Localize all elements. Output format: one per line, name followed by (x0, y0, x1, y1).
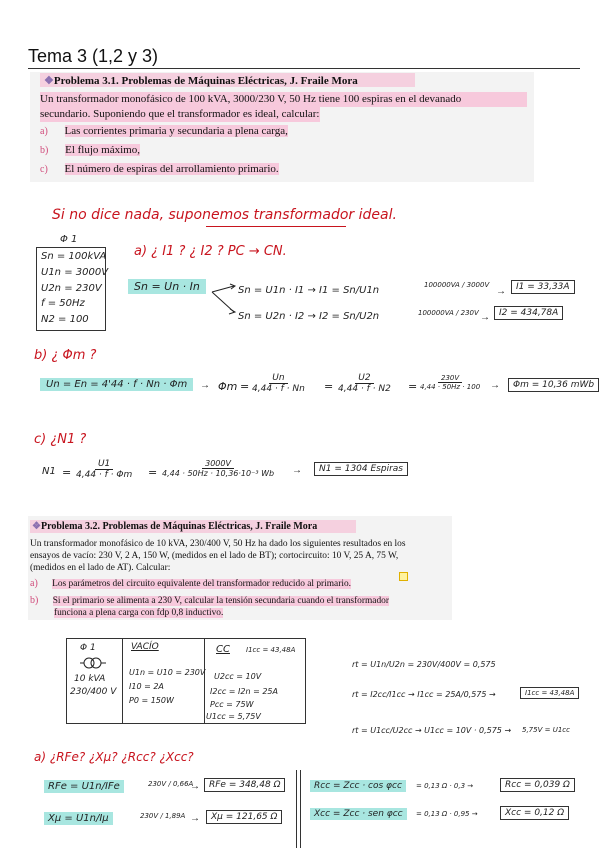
part-a-eq1: Sn = U1n · I1 → I1 = Sn/U1n (238, 285, 380, 296)
problem-1-option-c (40, 162, 279, 177)
problem-1-option-a (40, 124, 288, 139)
arrow-icon: → (496, 286, 506, 297)
fraction-numerator: Un (269, 373, 287, 384)
problem-1-heading-text: Problema 3.1. Problemas de Máquinas Eléctricas, J. Fraile Mora (53, 75, 358, 87)
problem-2-heading-text: Problema 3.2. Problemas de Máquinas Eléctricas, J. Fraile Mora (40, 521, 318, 532)
fraction-numerator: U2 (355, 373, 373, 384)
ratio-3-result: 5,75V = U1cc (522, 726, 570, 734)
part-c-fraction-2 (162, 459, 274, 478)
assumption-note: Si no dice nada, suponemos transformador ideal. (52, 207, 397, 223)
problem-1-statement-line-1: Un transformador monofásico de 100 kVA, 3000/230 V, 50 Hz tiene 100 espiras en el devanado (40, 92, 527, 107)
short-circuit-primary-voltage: U1cc = 5,75V (206, 712, 261, 721)
part-a-eq2: Sn = U2n · I2 → I2 = Sn/U2n (238, 311, 380, 322)
problem-2-heading (32, 521, 317, 532)
part-c-result: N1 = 1304 Espiras (314, 462, 408, 476)
arrow-icon: → (190, 813, 200, 824)
given-u1n: U1n = 3000V (41, 267, 109, 278)
option-letter: b) (40, 145, 49, 156)
short-circuit-voltage: U2cc = 10V (214, 672, 262, 681)
ratio-1: rt = U1n/U2n = 230V/400V = 0,575 (352, 660, 496, 669)
short-circuit-header: CC (216, 644, 230, 655)
arrow-icon: → (480, 312, 490, 323)
comment-icon[interactable] (399, 572, 408, 581)
xmu-formula: Xμ = U1n/Iμ (44, 812, 113, 825)
no-load-header: VACÍO (131, 642, 159, 652)
part-c-question: c) ¿N1 ? (34, 432, 87, 447)
problem-2-statement-line-1: Un transformador monofásico de 10 kVA, 230/400 V, 50 Hz ha dado los siguientes resultados en los (30, 539, 406, 549)
no-load-current: I10 = 2A (129, 682, 164, 691)
option-letter: c) (40, 164, 48, 175)
fraction-denominator: 4,44 · f · Φm (76, 470, 133, 480)
arrow-icon: → (292, 465, 302, 476)
rcc-substitution: = 0,13 Ω · 0,3 → (416, 782, 474, 790)
column-divider (300, 770, 301, 848)
part-b-fraction-2 (338, 373, 391, 394)
given-u2n: U2n = 230V (41, 283, 102, 294)
option-letter: b) (30, 595, 39, 606)
diamond-icon: ❖ (32, 521, 41, 532)
diamond-icon: ❖ (44, 75, 54, 87)
part-b-question: b) ¿ Φm ? (34, 348, 97, 363)
part-b-fraction-1 (252, 373, 305, 394)
part-b-result: Φm = 10,36 mWb (508, 378, 599, 392)
xcc-substitution: = 0,13 Ω · 0,95 → (416, 810, 478, 818)
problem-1-statement-line-2: secundario. Suponiendo que el transformador es ideal, calcular: (40, 108, 320, 120)
problem-2-option-b (30, 595, 389, 607)
xmu-substitution: 230V / 1,89A (140, 812, 186, 820)
option-letter: a) (30, 578, 38, 589)
part-a-result-1: I1 = 33,33A (511, 280, 575, 294)
fraction-denominator: 4,44 · 50Hz · 10,36·10⁻³ Wb (162, 469, 275, 478)
part-b-fraction-3 (420, 374, 480, 391)
equals-sign: = (62, 466, 72, 479)
option-text: El flujo máximo, (65, 144, 140, 156)
given-sn: Sn = 100kVA (41, 251, 107, 262)
rcc-result: Rcc = 0,039 Ω (500, 778, 575, 792)
table-divider (204, 638, 205, 724)
table-voltage: 230/400 V (70, 687, 117, 697)
equals-sign: = (324, 380, 334, 393)
short-circuit-current: I2cc = I2n = 25A (210, 687, 278, 696)
table-power: 10 kVA (74, 674, 106, 684)
option-text: El número de espiras del arrollamiento primario. (64, 163, 279, 175)
table-phase: Φ 1 (80, 643, 96, 653)
fraction-numerator: 230V (438, 374, 462, 383)
problem-2-option-a (30, 578, 351, 590)
fraction-denominator: 4,44 · f · Nn (252, 384, 305, 394)
xmu-result: Xμ = 121,65 Ω (206, 810, 282, 824)
problem-2-statement-line-2: ensayos de vacío: 230 V, 2 A, 150 W, (medidos en el lado de BT); cortocircuito: 10 V, 25 A, 75 W, (30, 551, 399, 561)
emf-formula: Un = En = 4'44 · f · Nn · Φm (40, 378, 193, 391)
rfe-formula: RFe = U1n/IFe (44, 780, 124, 793)
transformer-icon (80, 656, 106, 675)
column-divider (296, 770, 297, 848)
option-letter: a) (40, 126, 48, 137)
given-f: f = 50Hz (41, 298, 85, 309)
arrow-icon: → (190, 781, 200, 792)
given-n2: N2 = 100 (41, 314, 89, 325)
phase-label: Φ 1 (60, 234, 78, 245)
problem-1-box (30, 72, 534, 182)
phi-label: Φm (218, 380, 238, 393)
option-text: Si el primario se alimenta a 230 V, calcular la tensión secundaria cuando el transformador (52, 596, 389, 606)
rfe-substitution: 230V / 0,66A (148, 780, 194, 788)
part-c-lhs: N1 (42, 466, 56, 477)
part-a-eq1-sub: 100000VA / 3000V (424, 281, 490, 289)
problem-2-part-a-question: a) ¿RFe? ¿Xμ? ¿Rcc? ¿Xcc? (34, 750, 194, 764)
title-divider (28, 68, 580, 69)
fraction-denominator: 4,44 · f · N2 (338, 384, 391, 394)
xcc-formula: Xcc = Zcc · sen φcc (310, 808, 407, 820)
fraction-denominator: 4,44 · 50Hz · 100 (420, 383, 481, 391)
problem-1-heading (44, 74, 358, 87)
problem-1-option-b (40, 143, 140, 158)
no-load-voltage: U1n = U10 = 230V (129, 668, 206, 677)
rcc-formula: Rcc = Zcc · cos φcc (310, 780, 406, 792)
branch-arrow-icon (210, 282, 238, 318)
equals-sign: = (148, 466, 158, 479)
short-circuit-power: Pcc = 75W (210, 700, 254, 709)
ratio-3: rt = U1cc/U2cc → U1cc = 10V · 0,575 → (352, 726, 512, 735)
option-text: funciona a plena carga con fdp 0,8 inductivo. (54, 608, 224, 618)
xcc-result: Xcc = 0,12 Ω (500, 806, 569, 820)
part-c-fraction-1 (76, 459, 132, 480)
ratio-2: rt = I2cc/I1cc → I1cc = 25A/0,575 → (352, 690, 496, 699)
short-circuit-extra: I1cc = 43,48A (246, 646, 296, 654)
table-divider (122, 638, 123, 724)
rfe-result: RFe = 348,48 Ω (204, 778, 285, 792)
part-a-result-2: I2 = 434,78A (494, 306, 563, 320)
power-formula: Sn = Un · In (128, 279, 206, 294)
branch-arrows (210, 282, 238, 323)
problem-2-box (28, 516, 452, 620)
ratio-2-result: I1cc = 43,48A (520, 687, 579, 699)
equals-sign: = (240, 380, 250, 393)
option-text: Las corrientes primaria y secundaria a plena carga, (64, 125, 288, 137)
equals-sign: = (408, 380, 418, 393)
problem-2-statement-line-3: (medidos en el lado de AT). Calcular: (30, 563, 171, 573)
option-text: Los parámetros del circuito equivalente del transformador reducido al primario. (52, 579, 351, 589)
no-load-power: P0 = 150W (129, 696, 174, 705)
problem-2-option-b-cont (54, 607, 223, 619)
arrow-icon: → (200, 380, 210, 391)
page-title: Tema 3 (1,2 y 3) (28, 46, 159, 66)
fraction-numerator: U1 (95, 459, 113, 470)
assumption-underline (206, 226, 346, 227)
part-a-eq2-sub: 100000VA / 230V (418, 309, 479, 317)
arrow-icon: → (490, 380, 500, 391)
part-a-question: a) ¿ I1 ? ¿ I2 ? PC → CN. (134, 244, 287, 259)
fraction-numerator: 3000V (202, 459, 234, 469)
